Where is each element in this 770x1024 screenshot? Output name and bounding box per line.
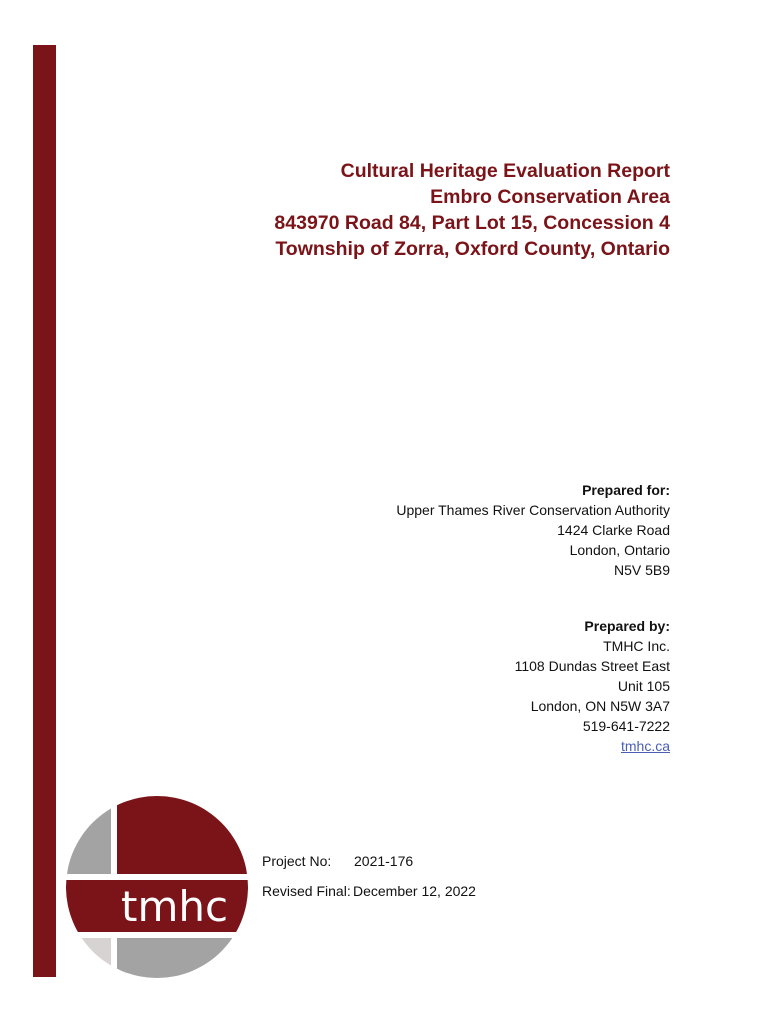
revision-label: Revised Final:	[262, 883, 351, 899]
title-line-3: 843970 Road 84, Part Lot 15, Concession 4	[274, 212, 670, 234]
revision-row	[262, 881, 476, 901]
prepared-by-line: 519-641-7222	[582, 718, 670, 734]
prepared-by-line: London, ON N5W 3A7	[530, 698, 670, 714]
logo-wordmark: tmhc	[121, 882, 229, 931]
prepared-for-block	[270, 480, 670, 580]
project-number-label: Project No:	[262, 853, 332, 869]
prepared-by-line: 1108 Dundas Street East	[514, 658, 670, 674]
prepared-for-line: 1424 Clarke Road	[557, 522, 670, 538]
prepared-by-label: Prepared by:	[584, 618, 670, 634]
tmhc-logo	[66, 796, 248, 978]
logo-red-upper-right	[117, 796, 248, 874]
prepared-for-line: N5V 5B9	[613, 562, 670, 578]
prepared-for-line: Upper Thames River Conservation Authority	[396, 502, 670, 518]
logo-light-lower-left	[66, 938, 111, 978]
revision-date: December 12, 2022	[353, 883, 476, 899]
title-line-2: Embro Conservation Area	[430, 186, 670, 208]
project-number-row	[262, 851, 476, 871]
report-title	[110, 158, 670, 262]
project-number-value: 2021-176	[354, 853, 414, 869]
prepared-by-line: Unit 105	[617, 678, 670, 694]
title-line-4: Township of Zorra, Oxford County, Ontario	[275, 238, 670, 260]
prepared-by-line: TMHC Inc.	[603, 638, 670, 654]
project-info	[262, 851, 476, 911]
logo-gray-upper-left	[66, 796, 111, 874]
title-line-1: Cultural Heritage Evaluation Report	[340, 160, 670, 182]
prepared-by-block	[270, 616, 670, 756]
left-accent-bar	[33, 45, 56, 977]
prepared-for-line: London, Ontario	[569, 542, 670, 558]
website-link[interactable]: tmhc.ca	[620, 738, 670, 754]
logo-gray-lower-right	[117, 938, 248, 978]
prepared-for-label: Prepared for:	[582, 482, 670, 498]
